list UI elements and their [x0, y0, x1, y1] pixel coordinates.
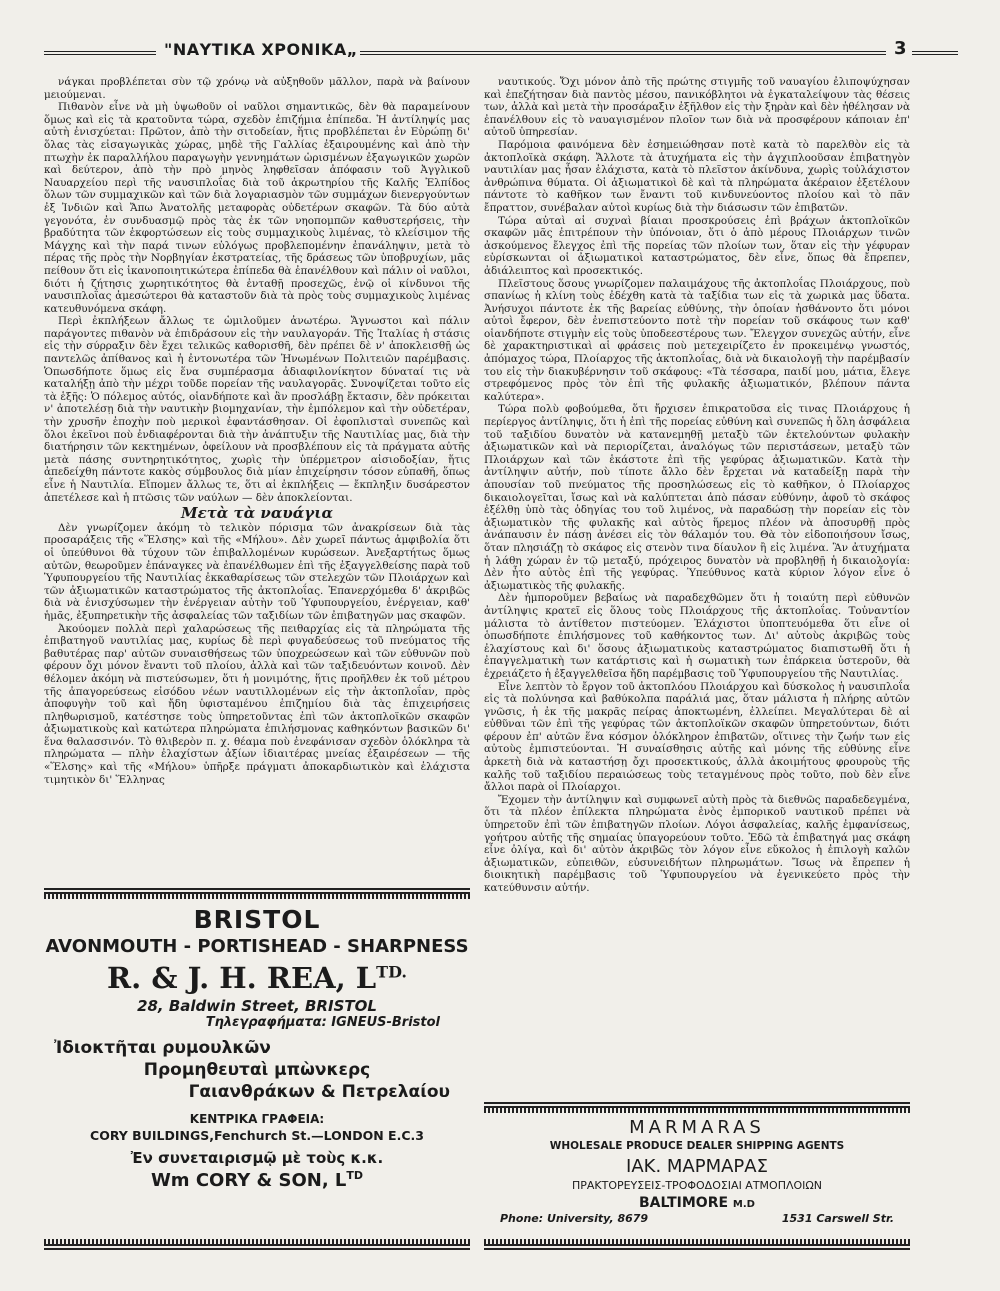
ad-marmaras-address: 1531 Carswell Str. — [781, 1212, 894, 1225]
paragraph: Τώρα πολὺ φοβούμεθα, ὅτι ἤρχισεν ἐπικρατοῦσα εἰς τινας Πλοιάρχους ἡ περίεργος ἀντίληψις, ὅτι ἡ ἐπὶ τῆς πορείας εὐθύνη καὶ συνεπῶς ἡ ὅλη ἀσφάλεια τοῦ ταξιδίου δυνατὸν νὰ κατανεμηθῇ μεταξὺ τῶν ἐκτελούντων φυλακὴν ἀξιωματικῶν καὶ νὰ περιορίζεται, ἀναλόγως τῶν περιστάσεων, μεταξὺ τῶν Πλοιάρχων καὶ τῶν ἑκάστοτε ἐπὶ τῆς γεφύρας ἀξιωματικῶν. Κατὰ τὴν ἀντίληψιν αὐτήν, ποὺ τίποτε ἄλλο δὲν ἔρχεται νὰ καταδείξῃ παρὰ τὴν ἀπουσίαν τοῦ πνεύματος τῆς προσηλώσεως εἰς τὸ καθῆκον, ὁ Πλοίαρχος δικαιολογεῖται, ἴσως καὶ νὰ καλύπτεται ἀπὸ πάσαν εὐθύνην, ἀφοῦ τὸ σκάφος ἐξέλθῃ ὑπὸ τὰς ὁδηγίας του τοῦ λιμένος, νὰ παραδώσῃ τὴν πορείαν εἰς τὸν ἀξιωματικὸν τῆς φυλακῆς καὶ αὐτὸς ἥρεμος πλέον νὰ ἀποσυρθῇ πρὸς ἀνάπαυσιν ἐν πάσῃ ἀνέσει εἰς τὸν θάλαμόν του. Θὰ τὸν εἰδοποιήσουν ἴσως, ὅταν πλησιάζῃ τὸ σκάφος εἰς στενὸν τινα δίαυλον ἢ εἰς λιμένα. Ἂν ἀτυχήματα ἡ λάθη χώραν ἐν τῷ μεταξύ, πρόχειρος δυνατὸν νὰ προβληθῇ ἡ δικαιολογία: Δὲν ἦτο αὐτὸς ἐπὶ τῆς γεφύρας. Ὑπεύθυνος κατὰ κύριον λόγον εἶνε ὁ ἀξιωματικὸς τῆς φυλακῆς. — [484, 403, 910, 592]
left-column-article — [44, 76, 470, 504]
paragraph: Πλεῖστους ὅσους γνωρίζομεν παλαιμάχους τῆς ἀκτοπλοΐας Πλοιάρχους, ποὺ σπανίως ἡ κλίνη τοὺς ἐδέχθη κατὰ τὰ ταξίδια των εἰς τὰ χωρικὰ μας ὕδατα. Ἀνήσυχοι πάντοτε ἐκ τῆς βαρείας εὐθύνης, τὴν ὁποίαν ἠσθάνοντο ὅτι μόνοι αὐτοὶ ἔφερον, δὲν ἐνεπιστεύοντο ποτὲ τὴν πορείαν τοῦ σκάφους των καθ' οἱανδήποτε στιγμὴν εἰς τοὺς ὑποδεεστέρους των. Ἔλεγχον συνεχῶς αὐτήν, εἶνε δὲ χαρακτηριστικαὶ αἱ φράσεις ποὺ μετεχειρίζετο ἐν προκειμένῳ γνωστός, ἀπόμαχος τώρα, Πλοίαρχος τῆς ἀκτοπλοΐας, διὰ νὰ δικαιολογῇ τὴν παρέμβασίν του εἰς τὴν διακυβέρνησιν τοῦ σκάφους: «Τὰ τέσσαρα, παιδί μου, μάτια, ἔλεγε στρεφόμενος πρὸς τὸν ἐπὶ τῆς φυλακῆς ἀξιωματικόν, βλέπουν πάντα καλύτερα». — [484, 277, 910, 403]
right-column — [484, 76, 910, 1088]
ad-bristol-telegraph: Τηλεγραφήματα: IGNEUS-Bristol — [205, 1015, 440, 1030]
ad-bristol-address: 28, Baldwin Street, BRISTOL — [137, 997, 377, 1015]
ad-marmaras — [484, 1102, 910, 1250]
ad-bristol-bunker-suppliers: Προμηθευταὶ μπὼνκερς — [143, 1060, 371, 1080]
ad-marmaras-greek-services: ΠΡΑΚΤΟΡΕΥΣΕΙΣ-ΤΡΟΦΟΔΟΣΙΑΙ ΑΤΜΟΠΛΟΙΩΝ — [571, 1179, 823, 1192]
paragraph: Περὶ ἐκπλήξεων ἄλλως τε ὡμιλοῦμεν ἀνωτέρω. Ἄγνωστοι καὶ πάλιν παράγοντες πιθανὸν νὰ ἐπιδράσουν εἰς τὴν ναυλαγοράν. Τῆς Ἰταλίας ἡ στάσις εἰς τὴν σύρραξιν δὲν ἔχει τελικῶς καθορισθῆ, δὲν πρέπει δὲ ν' ἀποκλεισθῇ ὡς παντελῶς ἀπίθανος καὶ ἡ ἐντονωτέρα τῶν Ἡνωμένων Πολιτειῶν παρέμβασις. Ὁπωσδήποτε ὅμως εἰς ἕνα συμπέρασμα ἀδιαφιλονίκητον δύναταί τις νὰ καταλήξῃ ἀπὸ τὴν μέχρι τοῦδε πορείαν τῆς ναυλαγορᾶς. Συνοψίζεται τοῦτο εἰς τὰ ἑξῆς: Ὁ πόλεμος αὐτός, οἱανδήποτε καὶ ἂν προσλάβῃ ἔκτασιν, δὲν πρόκειται ν' ἀποτελέσῃ διὰ τὴν ναυτικὴν βιομηχανίαν, τὴν ἐμπόλεμον καὶ τὴν οὐδετέραν, τὴν χρυσῆν ἐποχὴν ποὺ μερικοὶ ἐφαντάσθησαν. Οἱ ἐφοπλισταὶ συνεπῶς καὶ ὅλοι ἐκεῖνοι ποὺ ἐνδιαφέρονται διὰ τὴν ἀνάπτυξιν τῆς Ναυτιλίας μας, διὰ τὴν διατήρησιν τῶν κεκτημένων, ὀφείλουν νὰ προσβλέπουν εἰς τὰ πράγματα αὐτῆς μετὰ πάσης συντηρητικότητος, χωρὶς τὴν ὑπέρμετρον αἰσιοδοξίαν, ἥτις ἀπεδείχθη πάντοτε κακὸς σύμβουλος διὰ μίαν ἐπιχείρησιν τόσον εὐπαθῆ, ὅπως εἶνε ἡ Ναυτιλία. Εἴπομεν ἄλλως τε, ὅτι αἱ ἐκπλήξεις — ἔκπληξιν δυσάρεστον ἀπετέλεσε καὶ ἡ πτῶσις τῶν ναύλων — δὲν ἀποκλείονται. — [44, 315, 470, 504]
paragraph: νάγκαι προβλέπεται σὺν τῷ χρόνῳ νὰ αὐξηθοῦν μᾶλλον, παρὰ νὰ βαίνουν μειούμεναι. — [44, 76, 470, 101]
ad-marmaras-name: MARMARAS — [629, 1117, 765, 1138]
ad-bristol-head-office-label: ΚΕΝΤΡΙΚΑ ΓΡΑΦΕΙΑ: — [189, 1112, 325, 1126]
ad-marmaras-city: BALTIMORE M.D — [639, 1195, 755, 1211]
paragraph: ναυτικούς. Ὄχι μόνον ἀπὸ τῆς πρώτης στιγμῆς τοῦ ναυαγίου ἐλιποψύχησαν καὶ ἐπεζήτησαν διὰ παντὸς μέσου, πανικόβλητοι νὰ ἐγκαταλείψουν τὰς θέσεις των, ἀλλὰ καὶ μετὰ τὴν προσάραξιν ἐξῆλθον εἰς τὴν ξηρὰν καὶ δὲν ἠθέλησαν νὰ ἐπανέλθουν εἰς τὸ ναυαγισμένον πλοῖον των διὰ νὰ προσφέρουν κάποιαν ἐπ' αὐτοῦ ὑπηρεσίαν. — [484, 76, 910, 139]
ad-border-hatch — [44, 1239, 470, 1244]
ad-bristol-partnership: Ἐν συνεταιρισμῷ μὲ τοὺς κ.κ. — [130, 1149, 384, 1167]
ad-bristol-ports: AVONMOUTH - PORTISHEAD - SHARPNESS — [45, 936, 469, 957]
paragraph: Δὲν γνωρίζομεν ἀκόμη τὸ τελικὸν πόρισμα τῶν ἀνακρίσεων διὰ τὰς προσαράξεις τῆς «Ἕλσης» καὶ τῆς «Μήλου». Δὲν χωρεῖ πάντως ἀμφιβολία ὅτι οἱ ὑπεύθυνοι θὰ τύχουν τῶν ἐπιβαλλομένων κυρώσεων. Ἀνεξαρτήτως ὅμως αὐτῶν, θεωροῦμεν ἐπάναγκες νὰ ἐπανέλθωμεν ἐπὶ τῆς ἐξαγγελθείσης παρὰ τοῦ Ὑφυπουργείου τῆς Ναυτιλίας ἐκκαθαρίσεως τῶν στελεχῶν τῶν Πλοιάρχων καὶ τῶν ἀξιωματικῶν καταστρώματος τῆς ἀκτοπλοΐας. Ἐπανερχόμεθα δ' ἀκριβῶς διὰ νὰ ἐνισχύσωμεν τὴν ἐνέργειαν αὐτὴν τοῦ Ὑφυπουργείου, ἐνέργειαν, καθ' ἡμᾶς, ἐξυπηρετικὴν τῆς ἀσφαλείας τῶν ταξιδίων τῶν ἐπιβατηγῶν μας σκαφῶν. — [44, 521, 470, 622]
ad-bristol-tug-owners: Ἰδιοκτῆται ρυμουλκῶν — [54, 1038, 271, 1058]
ad-border-hatch — [44, 894, 470, 899]
page-number: 3 — [894, 38, 907, 59]
ad-border-hatch — [484, 1239, 910, 1244]
ad-bristol-coal-oil: Γαιανθράκων & Πετρελαίου — [188, 1082, 450, 1102]
paragraph: Παρόμοια φαινόμενα δὲν ἐσημειώθησαν ποτὲ κατὰ τὸ παρελθὸν εἰς τὰ ἀκτοπλοϊκὰ σκάφη. Ἄλλοτε τὰ ἀτυχήματα εἰς τὴν ἀγχιπλοοῦσαν ἐπιβατηγὸν ναυτιλίαν μας ἦσαν ἐλάχιστα, κατὰ τὸ πλεῖστον ἀκίνδυνα, χωρὶς τοὐλάχιστον ἀνθρώπινα θύματα. Οἱ ἀξιωματικοὶ δὲ καὶ τὰ πληρώματα ἀκέραιον ἐξετέλουν πάντοτε τὸ καθῆκον των ἔναντι τοῦ κινδυνεύοντος πλοίου καὶ τὸ πᾶν ἔπραττον, συνέβαλαν αὐτοὶ κυρίως διὰ τὴν διάσωσιν τῶν ἐπιβατῶν. — [484, 138, 910, 214]
paragraph: Δὲν ἠμποροῦμεν βεβαίως νὰ παραδεχθῶμεν ὅτι ἡ τοιαύτη περὶ εὐθυνῶν ἀντίληψις κρατεῖ εἰς ὅλους τοὺς Πλοιάρχους τῆς ἀκτοπλοΐας. Τοὐναντίον μάλιστα τὸ ἀντίθετον πιστεύομεν. Ἐλάχιστοι ὑποπτευόμεθα ὅτι εἶνε οἱ ὁπωσδήποτε ἐπιλήσμονες τοῦ καθήκοντος των. Δι' αὐτοὺς ἀκριβῶς τοὺς ἐλαχίστους καὶ δι' ὅσους ἀξιωματικοὺς καταστρώματος διαπιστωθῆ ὅτι ἡ ἐπαγγελματικὴ των κατάρτισις καὶ ἡ σωματικὴ των ἐπάρκεια ὑστεροῦν, θὰ ἐχρειάζετο ἡ ἐξαγγελθεῖσα ἤδη παρέμβασις τοῦ Ὑφυπουργείου τῆς Ναυτιλίας. — [484, 592, 910, 680]
ad-bristol-head-office-address: CORY BUILDINGS,Fenchurch St.—LONDON E.C.3 — [90, 1128, 424, 1143]
ad-marmaras-contact — [484, 1212, 910, 1225]
ad-bristol-partner: Wm CORY & SON, $L^{TD}$ — [150, 1169, 364, 1191]
paragraph: Πιθανὸν εἶνε νὰ μὴ ὑψωθοῦν οἱ ναῦλοι σημαντικῶς, δὲν θὰ παραμείνουν ὅμως καὶ εἰς τὰ κρατοῦντα τώρα, σχεδὸν ἐπιζήμια ἐπίπεδα. Ἡ ἀντίληψίς μας αὐτὴ ἐνισχύεται: Πρῶτον, ἀπὸ τὴν σιτοδείαν, ἥτις προβλέπεται ἐν Εὐρώπῃ δι' ὅλας τὰς εἰσαγωγικὰς χώρας, μηδὲ τῆς Γαλλίας ἐξαιρουμένης καὶ ἀπὸ τὴν πτωχὴν ἐκ παραλλήλου παραγωγὴν γεννημάτων ὡρισμένων ἐξαγωγικῶν χωρῶν καὶ δεύτερον, ἀπὸ τὴν πρὸ μηνὸς ληφθεῖσαν ἀπόφασιν τοῦ Ἀγγλικοῦ Ναυαρχείου περὶ τῆς ναυσιπλοΐας διὰ τοῦ ἀκρωτηρίου τῆς Καλῆς Ἐλπίδος ὅλων τῶν συμμαχικῶν καὶ τῶν διὰ λογαριασμὸν τῶν συμμάχων διενεργούντων ἐξ Ἰνδιῶν καὶ Ἄπω Ἀνατολῆς μεταφορὰς οὐδετέρων σκαφῶν. Τὰ δύο αὐτὰ γεγονότα, ἐν συνδυασμῷ πρὸς τὰς ἐκ τῶν νηοπομπῶν καθυστερήσεις, τὴν βραδύτητα τῶν ἐκφορτώσεων εἰς τοὺς συμμαχικοὺς λιμένας, τὸ κλείσιμον τῆς Μάγχης καὶ τὴν παρά τινων εὐλόγως προβλεπομένην ἐπανάληψιν, μετὰ τὸ πέρας τῆς πρὸς τὴν Νορβηγίαν ἐκστρατείας, τῆς δράσεως τῶν ὑποβρυχίων, μᾶς πείθουν ὅτι εἰς ἱκανοποιητικώτερα ἐπίπεδα θὰ ἐπανέλθουν καὶ πάλιν οἱ ναῦλοι, διότι ἡ ζήτησις χωρητικότητος θὰ ἐνταθῇ προσεχῶς, ἐνῷ οἱ κίνδυνοι τῆς ναυσιπλοΐας ἀμεσώτεροι θὰ καταστοῦν διὰ τὰ πρὸς τοὺς συμμαχικοὺς λιμένας κατευθυνόμενα σκάφη. — [44, 101, 470, 315]
page-header — [44, 40, 914, 64]
paragraph: Εἶνε λεπτὸν τὸ ἔργον τοῦ ἀκτοπλόου Πλοιάρχου καὶ δύσκολος ἡ ναυσιπλοΐα εἰς τὰ πολύνησα καὶ βαθύκολπα παράλιά μας, ὅταν μάλιστα ἡ πλήρης αὐτῶν γνῶσις, ἡ ἐκ τῆς μακρᾶς πείρας ἀποκτωμένη, ἐλλείπει. Μεγαλύτεραι δὲ αἱ εὐθῦναι τῶν ἐπὶ τῆς γεφύρας τῶν ἀκτοπλοϊκῶν σκαφῶν ὑπηρετούντων, διότι φέρουν ἐπ' αὐτῶν ἕνα κόσμον ὁλόκληρον ἐπιβατῶν, οἵτινες τὴν ζωήν των εἰς αὐτοὺς ἐμπιστεύονται. Ἡ συναίσθησις αὐτῆς καὶ μόνης τῆς εὐθύνης εἶνε ἀρκετὴ διὰ νὰ καταστήσῃ ὄχι προσεκτικούς, ἀλλὰ ἀκοιμήτους φρουροὺς τῆς καλῆς τοῦ ταξιδίου περαιώσεως τοὺς τεταγμένους πρὸς τοῦτο, ποὺ δὲν εἶνε ἄλλοι παρὰ οἱ Πλοίαρχοι. — [484, 680, 910, 794]
ad-border-hatch — [484, 1108, 910, 1113]
section-article — [44, 522, 470, 786]
ad-marmaras-greek-name: ΙΑΚ. ΜΑΡΜΑΡΑΣ — [626, 1156, 768, 1177]
ad-marmaras-services: WHOLESALE PRODUCE DEALER SHIPPING AGENTS — [549, 1140, 845, 1152]
header-rule-right — [912, 51, 958, 55]
publication-title: "ΝΑΥΤΙΚΑ ΧΡΟΝΙΚΑ„ — [164, 40, 358, 59]
ad-bristol-company: R. & J. H. REA, $L^{TD.}$ — [107, 961, 407, 995]
ad-marmaras-phone: Phone: University, 8679 — [500, 1212, 649, 1225]
paragraph: Τώρα αὐταὶ αἱ συχναὶ βίαιαι προσκρούσεις ἐπὶ βράχων ἀκτοπλοϊκῶν σκαφῶν μᾶς ἐπιτρέπουν τὴν ὑπόνοιαν, ὅτι ὁ ἀπὸ μέρους Πλοιάρχων τινῶν ἀσκούμενος ἔλεγχος ἐπὶ τῆς πορείας τῶν πλοίων των, ὅταν εἰς τὴν γέφυραν εὑρίσκωνται οἱ ἀξιωματικοὶ καταστρώματος, δὲν εἶνε, ὅπως θὰ ἔπρεπεν, ἀδιάλειπτος καὶ προσεκτικός. — [484, 214, 910, 277]
header-rule-left — [44, 51, 156, 55]
header-rule-middle — [360, 51, 886, 55]
section-title: Μετὰ τὰ ναυάγια — [180, 504, 334, 523]
right-column-article — [484, 76, 910, 895]
ad-bristol-city: BRISTOL — [193, 905, 321, 934]
left-column — [44, 76, 470, 888]
paragraph: Ἀκούομεν πολλὰ περὶ χαλαρώσεως τῆς πειθαρχίας εἰς τὰ πληρώματα τῆς ἐπιβατηγοῦ ναυτιλίας μας, κυρίως δὲ περὶ φυγαδεύσεως τοῦ πνεύματος τῆς βαθυτέρας παρ' αὐτῶν συναισθήσεως τῶν ὑποχρεώσεων καὶ τῶν εὐθυνῶν ποὺ φέρουν ὄχι μόνον ἔναντι τοῦ πλοίου, ἀλλὰ καὶ τῶν ταξιδευόντων κοινοῦ. Δὲν θέλομεν ἀκόμη νὰ πιστεύσωμεν, ὅτι ἡ μονιμότης, ἥτις προῆλθεν ἐκ τοῦ μέτρου τῆς ἀπαγορεύσεως εἰσόδου νέων ναυτιλλομένων εἰς τὴν ἀκτοπλοΐαν, πρὸς ἀποφυγὴν τοῦ καὶ ἤδη ὑφισταμένου ἐπιζημίου διὰ τὰς ἐπιχειρήσεις πληθωρισμοῦ, κατέστησε τοὺς ὑπηρετοῦντας ἐπὶ τῶν ἀκτοπλοϊκῶν σκαφῶν ἀξιωματικοὺς καὶ κατώτερα πληρώματα ἐπιλήσμονας καθηκόντων βασικῶν δι' ἕνα θαλασσινόν. Τὸ θλιβερὸν π. χ. θέαμα ποὺ ἐνεφάνισαν σχεδὸν ὁλόκληρα τὰ πληρώματα — πλὴν ἐλαχίστων ἀξίων ἰδιαιτέρας μνείας ἐξαιρέσεων — τῆς «Ἕλσης» καὶ τῆς «Μήλου» ὑπῆρξε πράγματι ἀποκαρδιωτικὸν καὶ ἐλάχιστα τιμητικὸν δι' Ἕλληνας — [44, 622, 470, 786]
ad-bristol — [44, 888, 470, 1250]
paragraph: Ἔχομεν τὴν ἀντίληψιν καὶ συμφωνεῖ αὐτὴ πρὸς τὰ διεθνῶς παραδεδεγμένα, ὅτι τὰ πλέον ἐπίλεκτα πληρώματα ἑνὸς ἐμπορικοῦ ναυτικοῦ πρέπει νὰ ὑπηρετοῦν ἐπὶ τῶν ἐπιβατηγῶν πλοίων. Λόγοι ἀσφαλείας, καλῆς ἐμφανίσεως, γοήτρου αὐτῆς τῆς σημαίας ὑπαγορεύουν τοῦτο. Ἐδῶ τὰ ἐπιβατηγά μας σκάφη εἶνε ὀλίγα, καὶ δι' αὐτὸν ἀκριβῶς τὸν λόγον εἶνε εὔκολος ἡ ἐπιλογὴ καλῶν ἀξιωματικῶν, εὐπειθῶν, εὐσυνειδήτων πληρωμάτων. Ἴσως νὰ ἔπρεπεν ἡ διοικητικὴ παρέμβασις τοῦ Ὑφυπουργείου νὰ ἐγενικεύετο πρὸς τὴν κατεύθυνσιν αὐτήν. — [484, 793, 910, 894]
